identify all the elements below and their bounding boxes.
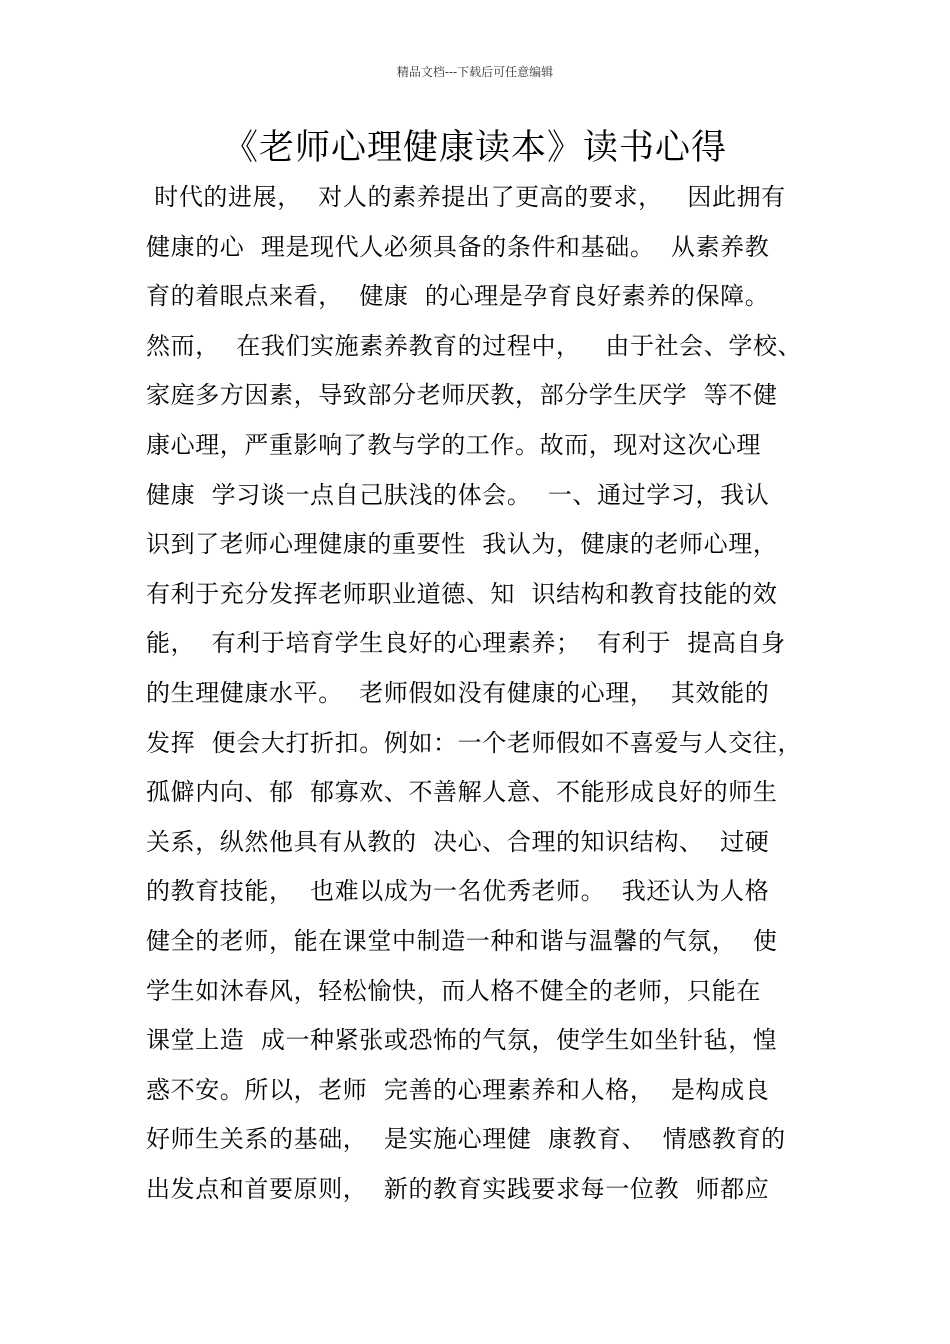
body-line: 家庭多方因素，导致部分老师厌教，部分学生厌学 等不健: [146, 381, 778, 410]
body-line: 的教育技能， 也难以成为一名优秀老师。 我还认为人格: [146, 877, 770, 906]
body-line: 孤僻内向、郁 郁寡欢、不善解人意、不能形成良好的师生: [146, 778, 778, 807]
body-line: 出发点和首要原则， 新的教育实践要求每一位教 师都应: [146, 1174, 770, 1203]
body-line: 惑不安。所以，老师 完善的心理素养和人格， 是构成良: [146, 1075, 770, 1104]
body-line: 识到了老师心理健康的重要性 我认为，健康的老师心理，: [146, 530, 778, 559]
body-line: 育的着眼点来看， 健康 的心理是孕育良好素养的保障。: [146, 282, 770, 311]
body-line: 能， 有利于培育学生良好的心理素养； 有利于 提高自身: [146, 629, 786, 658]
body-line: 时代的进展， 对人的素养提出了更高的要求， 因此拥有: [146, 183, 786, 211]
body-line: 健康的心 理是现代人必须具备的条件和基础。 从素养教: [146, 232, 770, 261]
body-line: 好师生关系的基础， 是实施心理健 康教育、 情感教育的: [146, 1125, 786, 1154]
body-line: 学生如沐春风，轻松愉快，而人格不健全的老师，只能在: [146, 976, 761, 1005]
body-line: 然而， 在我们实施素养教育的过程中， 由于社会、学校、: [146, 331, 803, 360]
body-line: 课堂上造 成一种紧张或恐怖的气氛，使学生如坐针毡，惶: [146, 1026, 778, 1055]
body-line: 健全的老师，能在课堂中制造一种和谐与温馨的气氛， 使: [146, 926, 778, 955]
body-line: 关系，纵然他具有从教的 决心、合理的知识结构、 过硬: [146, 827, 770, 856]
body-line: 健康 学习谈一点自己肤浅的体会。 一、通过学习，我认: [146, 480, 770, 509]
body-line: 发挥 便会大打折扣。例如：一个老师假如不喜爱与人交往，: [146, 728, 803, 757]
body-line: 有利于充分发挥老师职业道德、知 识结构和教育技能的效: [146, 579, 778, 608]
body-line: 的生理健康水平。 老师假如没有健康的心理， 其效能的: [146, 678, 770, 707]
body-line: 康心理，严重影响了教与学的工作。故而，现对这次心理: [146, 430, 761, 459]
document-body: [146, 177, 836, 1218]
document-title: 《老师心理健康读本》读书心得: [222, 128, 727, 168]
page-header: 精品文档---下载后可任意编辑: [396, 65, 554, 79]
